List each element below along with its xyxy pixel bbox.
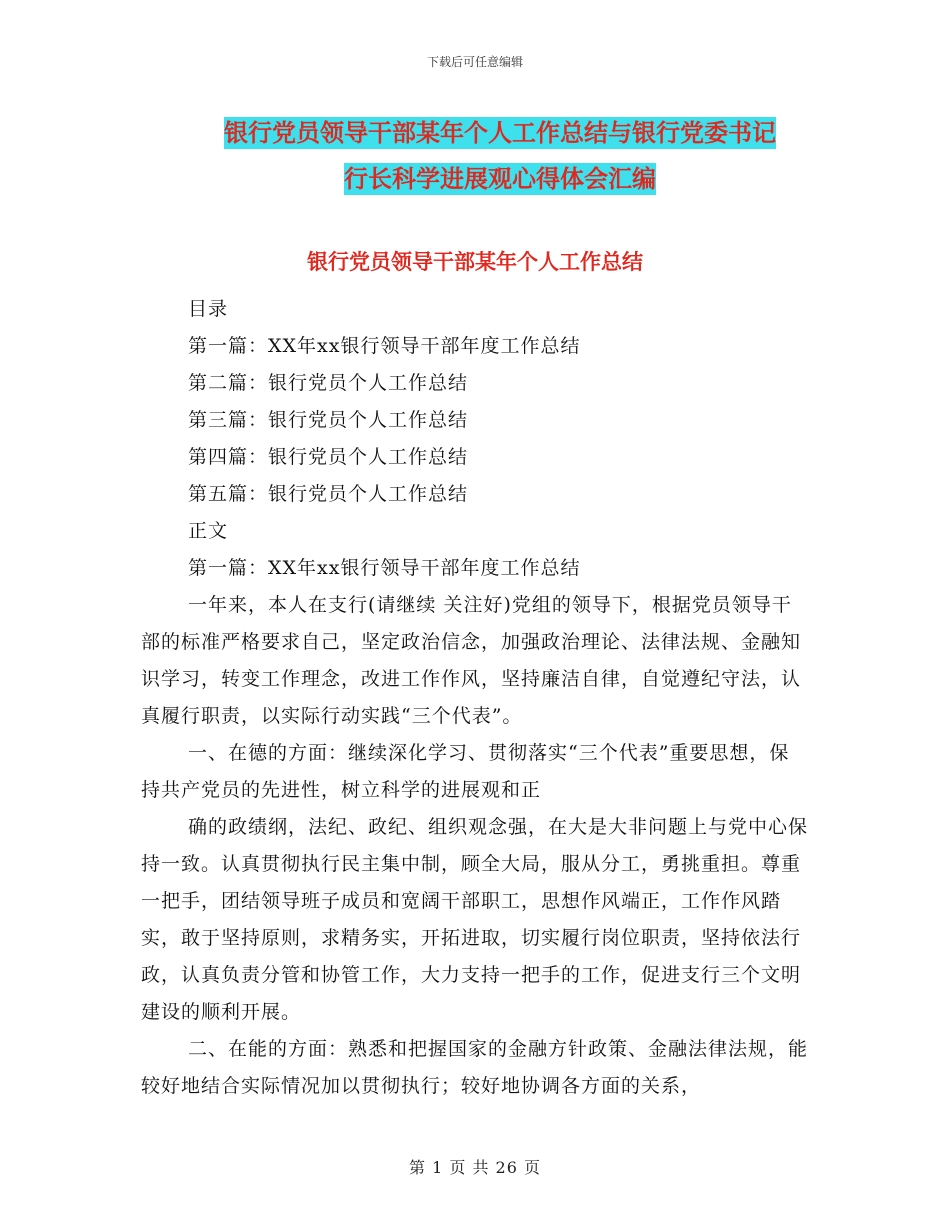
- body-label: 正文: [188, 520, 229, 542]
- document-body: [141, 291, 809, 1105]
- toc-item: 第二篇：银行党员个人工作总结: [188, 372, 469, 394]
- body-paragraph: 二、在能的方面：熟悉和把握国家的金融方针政策、金融法律法规，能较好地结合实际情况加以贯彻执行；较好地协调各方面的关系，: [141, 1038, 809, 1097]
- document-title: [140, 110, 860, 202]
- document-title-line-2: 行长科学进展观心得体会汇编: [344, 165, 656, 193]
- chapter-heading: 第一篇：XX年xx银行领导干部年度工作总结: [188, 557, 581, 579]
- toc-item: 第四篇：银行党员个人工作总结: [188, 446, 469, 468]
- toc-item: 第三篇：银行党员个人工作总结: [188, 409, 469, 431]
- toc-item: 第五篇：银行党员个人工作总结: [188, 483, 469, 505]
- body-paragraph: 一、在德的方面：继续深化学习、贯彻落实“三个代表”重要思想，保持共产党员的先进性，树立科学的进展观和正: [141, 742, 790, 801]
- download-note: 下载后可任意编辑: [426, 55, 523, 69]
- document-title-line-1: 银行党员领导干部某年个人工作总结与银行党委书记: [224, 119, 776, 147]
- section-title: 银行党员领导干部某年个人工作总结: [307, 250, 643, 274]
- body-paragraph: 确的政绩纲，法纪、政纪、组织观念强，在大是大非问题上与党中心保持一致。认真贯彻执行民主集中制，顾全大局，服从分工，勇挑重担。尊重一把手，团结领导班子成员和宽阔干部职工，思想作风端正，工作作风踏实，敢于坚持原则，求精务实，开拓进取，切实履行岗位职责，坚持依法行政，认真负责分管和协管工作，大力支持一把手的工作，促进支行三个文明建设的顺利开展。: [141, 816, 809, 1023]
- page-number: 第 1 页 共 26 页: [409, 1158, 541, 1177]
- body-paragraph: 一年来，本人在支行(请继续 关注好)党组的领导下，根据党员领导干部的标准严格要求自己，坚定政治信念，加强政治理论、法律法规、金融知识学习，转变工作理念，改进工作作风，坚持廉洁自律，自觉遵纪守法，认真履行职责，以实际行动实践“三个代表”。: [141, 594, 802, 727]
- toc-item: 第一篇：XX年xx银行领导干部年度工作总结: [188, 335, 581, 357]
- toc-label: 目录: [188, 298, 229, 320]
